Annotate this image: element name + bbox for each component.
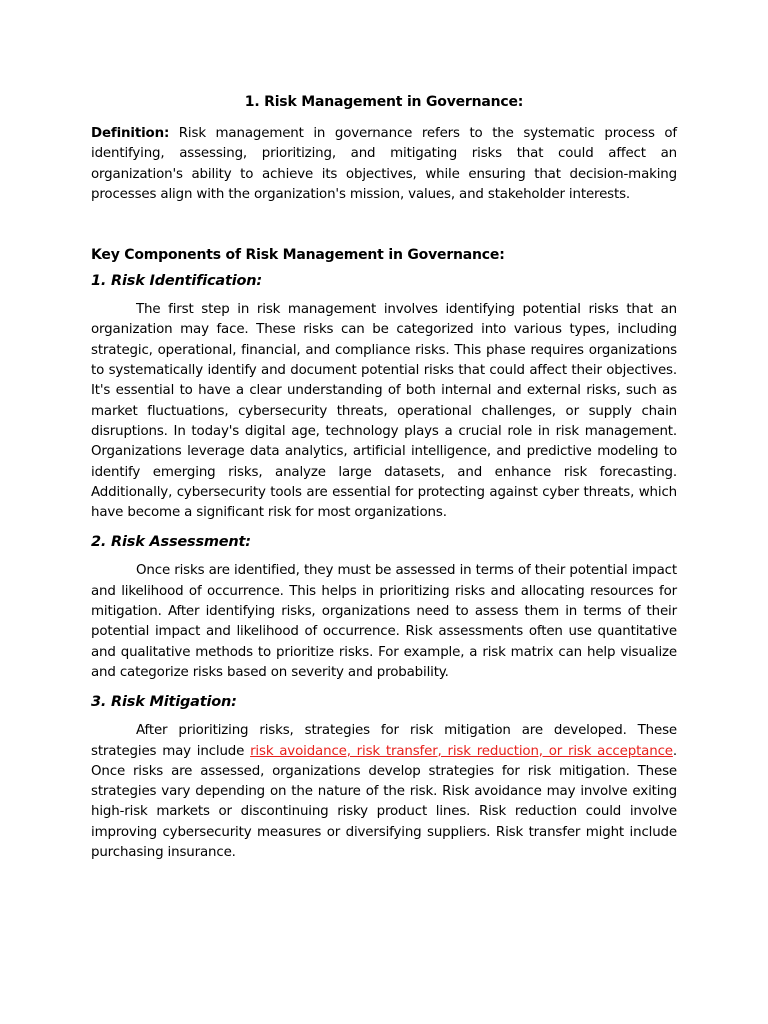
definition-label: Definition: bbox=[91, 126, 170, 141]
section-heading: 2. Risk Assessment: bbox=[91, 534, 251, 551]
key-components-heading: Key Components of Risk Management in Governance: bbox=[91, 247, 505, 264]
section-body: The first step in risk management involves identifying potential risks that an organization may face. These risks can be categorized into various types, including strategic, operational, financial, and compliance risks. This phase requires organizations to systematically identify and document potential risks that could affect their objectives. It's essential to have a clear understanding of both internal and external risks, such as market fluctuations, cybersecurity threats, operational challenges, or supply chain disruptions. In today's digital age, technology plays a crucial role in risk management. Organizations leverage data analytics, artificial intelligence, and predictive modeling to identify emerging risks, analyze large datasets, and enhance risk forecasting. Additionally, cybersecurity tools are essential for protecting against cyber threats, which have become a significant risk for most organizations. bbox=[91, 302, 677, 521]
section-risk-mitigation bbox=[91, 692, 677, 863]
section-body: Once risks are identified, they must be assessed in terms of their potential impact and likelihood of occurrence. This helps in prioritizing risks and allocating resources for mitigation. After identifying risks, organizations need to assess them in terms of their potential impact and likelihood of occurrence. Risk assessments often use quantitative and qualitative methods to prioritize risks. For example, a risk matrix can help visualize and categorize risks based on severity and probability. bbox=[91, 563, 677, 680]
section-risk-identification bbox=[91, 271, 677, 523]
document-title: 1. Risk Management in Governance: bbox=[244, 94, 524, 110]
definition-paragraph bbox=[91, 124, 677, 205]
section-body-text: After prioritizing risks, strategies for risk mitigation are developed. These strategies may include bbox=[91, 723, 677, 759]
document-page bbox=[91, 92, 677, 872]
risk-strategies-link[interactable]: risk avoidance, risk transfer, risk reduction, or risk acceptance bbox=[250, 743, 673, 759]
section-heading: 1. Risk Identification: bbox=[91, 273, 262, 290]
section-risk-assessment bbox=[91, 532, 677, 683]
section-body-text: . Once risks are assessed, organizations develop strategies for risk mitigation. These strategies vary depending on the nature of the risk. Risk avoidance may involve exiting high-risk markets or discontinuing risky product lines. Risk reduction could involve improving cybersecurity measures or diversifying suppliers. Risk transfer might include purchasing insurance. bbox=[91, 743, 677, 861]
section-body bbox=[91, 721, 677, 863]
section-heading: 3. Risk Mitigation: bbox=[91, 694, 237, 711]
definition-text: Risk management in governance refers to the systematic process of identifying, assessing, prioritizing, and mitigating risks that could affect an organization's ability to achieve its objectives, while ensuring that decision-making processes align with the organization's mission, values, and stakeholder interests. bbox=[91, 126, 677, 202]
